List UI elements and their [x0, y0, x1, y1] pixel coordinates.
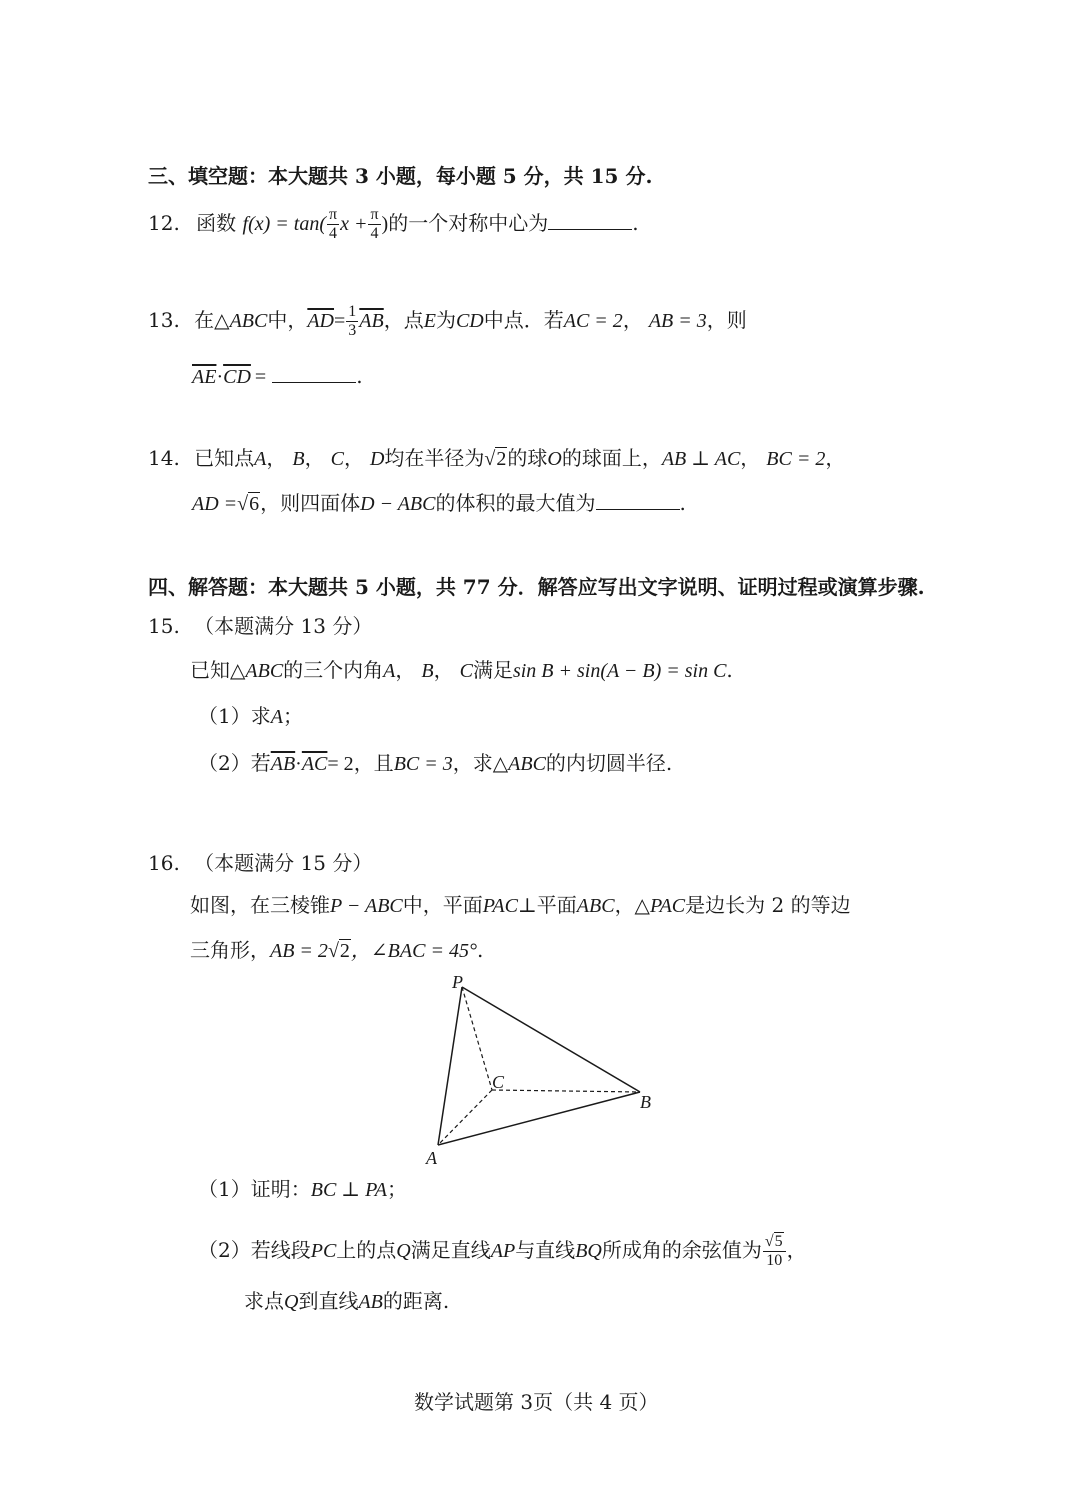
q12-pre: 函数	[196, 211, 237, 235]
question-16-header	[148, 851, 372, 875]
vector-ad: $\overline{AD}$	[307, 310, 335, 332]
q13-number: 13.	[148, 308, 180, 332]
vertex-label-p: P	[452, 972, 463, 992]
question-13-line-2: $\overline{AE}\cdot\overline{CD}$ = .	[192, 364, 363, 388]
q14-sqrt-6: √6	[237, 493, 260, 515]
vertex-label-b: B	[640, 1092, 651, 1112]
q14-sqrt-2: √2	[484, 448, 507, 470]
q16-sqrt-2: √2	[327, 940, 350, 962]
question-15-header	[148, 614, 372, 638]
edge-cb	[492, 1090, 640, 1092]
q13-answer-blank[interactable]	[272, 364, 356, 383]
edge-pa	[438, 987, 462, 1145]
edge-ca	[438, 1090, 492, 1145]
q12-frac-1: $\frac{\pi}{4}$	[329, 206, 338, 242]
q14-answer-blank[interactable]	[596, 491, 680, 510]
vertex-label-a: A	[426, 1148, 437, 1168]
q13-frac: $\frac{1}{3}$	[348, 303, 357, 339]
q12-post: 的一个对称中心为	[388, 211, 549, 235]
section-3-heading: 三、填空题：本大题共 3 小题，每小题 5 分，共 15 分.	[148, 164, 653, 188]
question-16-stem-line-1: 如图，在三棱锥P − ABC中，平面PAC⊥平面ABC，△PAC是边长为 2 的等边	[190, 893, 851, 917]
section-4-heading: 四、解答题：本大题共 5 小题，共 77 分．解答应写出文字说明、证明过程或演算步骤.	[148, 575, 925, 599]
edge-pb	[462, 987, 640, 1092]
vector-ab: $\overline{AB}$	[359, 310, 384, 332]
q15-equation: sin B + sin(A − B) = sin C	[512, 660, 727, 682]
vector-ae: $\overline{AE}$	[192, 366, 217, 388]
q12-answer-blank[interactable]	[548, 211, 632, 230]
question-16-stem-line-2: 三角形，AB = 2√2，∠BAC = 45°.	[190, 938, 484, 962]
q16-score: （本题满分 15 分）	[194, 851, 373, 875]
edge-ab	[438, 1092, 640, 1145]
vector-cd: $\overline{CD}$	[223, 366, 251, 388]
vector-ac-15: $\overline{AC}$	[301, 753, 328, 775]
q12-func: f(x) = tan(	[242, 213, 326, 235]
vector-ab-15: $\overline{AB}$	[270, 753, 296, 775]
q16-frac-sqrt5-over-10: $\frac{√5}{10}$	[763, 1233, 786, 1270]
q12-x: x +	[340, 213, 368, 235]
vertex-label-c: C	[492, 1072, 505, 1092]
question-13: 13. 在△ABC中，$\overline{AD}=$ $\frac{1}{3}$ $\overline{AB}$，点E为CD中点．若AC = 2， AB = 3，则	[148, 303, 747, 339]
question-14-line-2: AD =√6，则四面体D − ABC的体积的最大值为 .	[192, 491, 686, 515]
question-15-part-2: （2）若$\overline{AB}\cdot\overline{AC}= 2$，且BC = 3，求△ABC的内切圆半径.	[198, 751, 673, 775]
q15-score: （本题满分 13 分）	[194, 614, 373, 638]
question-16-part-2-line-2: 求点Q到直线AB的距离.	[244, 1289, 450, 1313]
pyramid-figure	[400, 970, 680, 1170]
page-footer: 数学试题第 3页（共 4 页）	[414, 1390, 659, 1414]
q16-number: 16.	[148, 851, 180, 875]
q12-frac-2: $\frac{\pi}{4}$	[370, 206, 379, 242]
question-16-part-1: （1）证明：BC ⊥ PA；	[198, 1177, 407, 1201]
q14-number: 14.	[148, 446, 180, 470]
q15-number: 15.	[148, 614, 180, 638]
question-16-part-2: （2）若线段PC上的点Q满足直线AP与直线BQ所成角的余弦值为 $\frac{√5}{10}$ ，	[198, 1233, 807, 1269]
question-15-part-1: （1）求A；	[198, 704, 303, 728]
question-12: 12. 函数 f(x) = tan( $\frac{\pi}{4}$ x + $\frac{\pi}{4}$ )的一个对称中心为 .	[148, 206, 639, 242]
question-14: 14. 已知点A， B， C， D均在半径为√2的球O的球面上，AB ⊥ AC， BC = 2，	[148, 446, 846, 470]
q12-number: 12.	[148, 211, 180, 235]
question-15-stem: 已知△ABC的三个内角A， B， C满足sin B + sin(A − B) = sin C.	[190, 658, 733, 682]
